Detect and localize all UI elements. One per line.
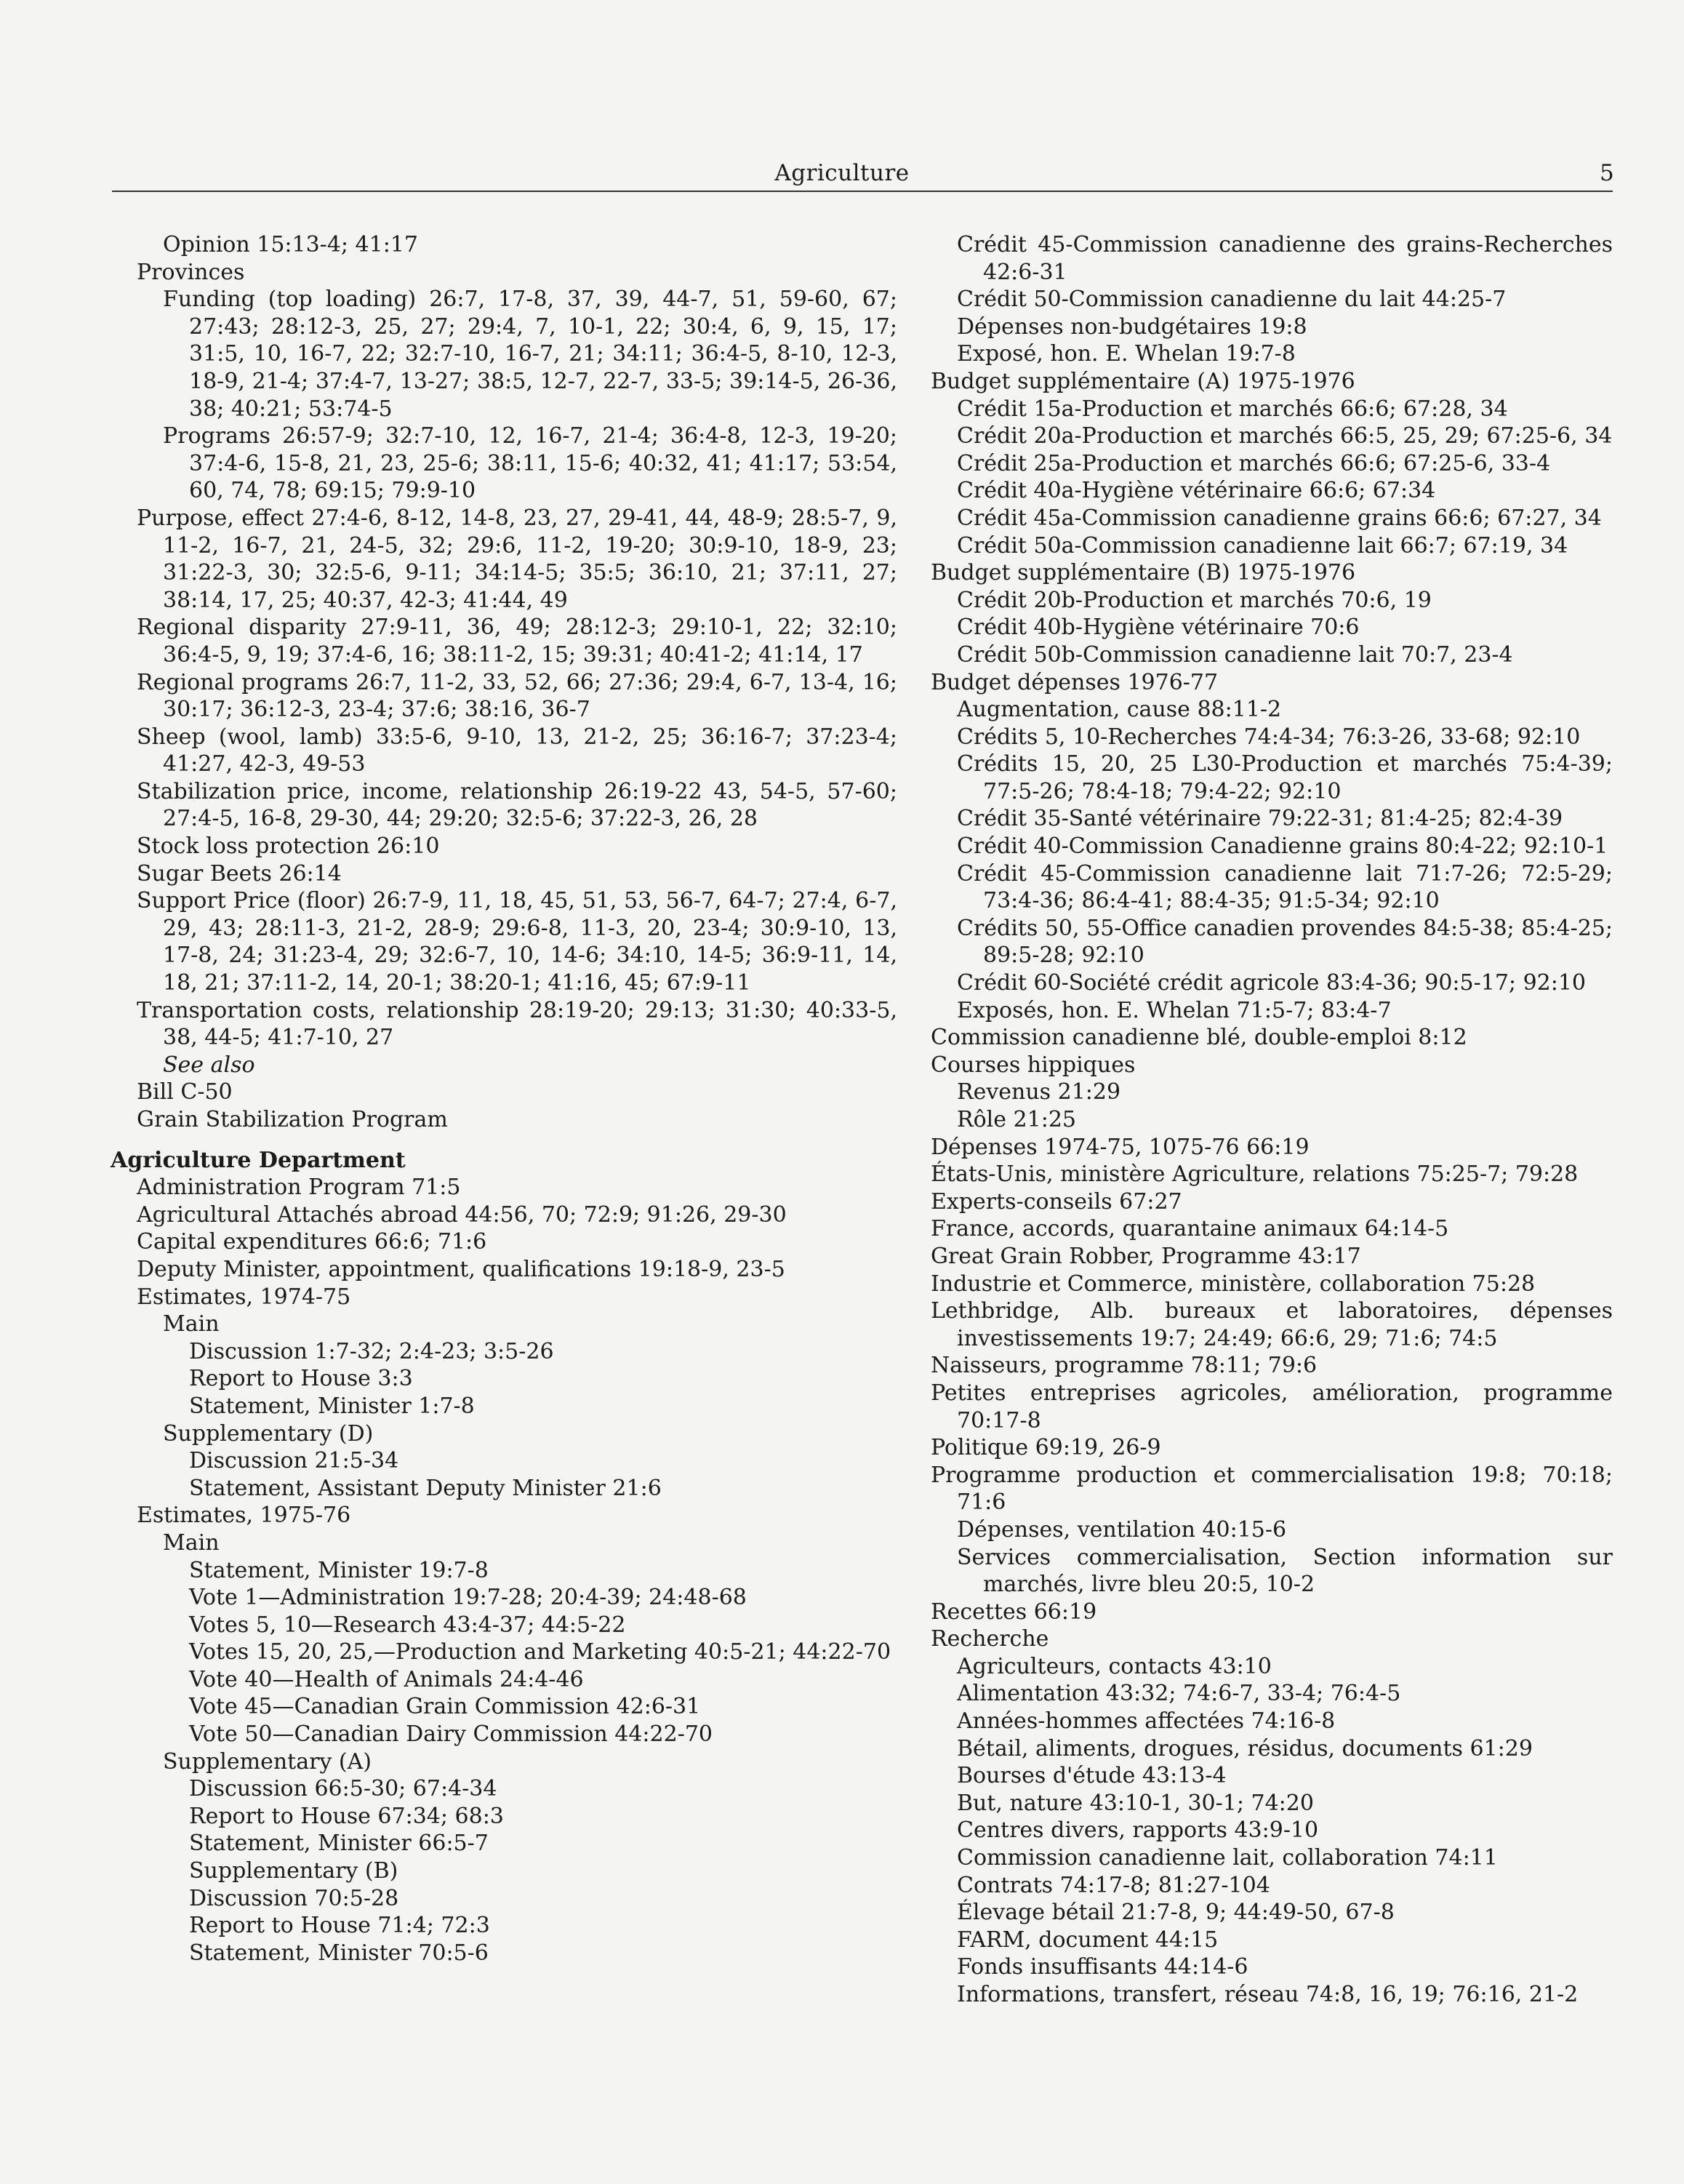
index-entry: Centres divers, rapports 43:9-10 <box>957 1817 1319 1844</box>
index-entry: Rôle 21:25 <box>957 1107 1076 1132</box>
index-entry: Commission canadienne lait, collaboration 74:11 <box>957 1845 1498 1871</box>
index-entry: Crédit 40-Commission Canadienne grains 80:4-22; 92:10-1 <box>957 833 1608 860</box>
index-entry: Discussion 70:5-28 <box>189 1885 399 1911</box>
index-entry: Élevage bétail 21:7-8, 9; 44:49-50, 67-8 <box>957 1900 1395 1926</box>
index-entry: Statement, Assistant Deputy Minister 21:6 <box>189 1475 662 1501</box>
index-entry: Stock loss protection 26:10 <box>137 833 440 860</box>
index-entry: Services commercialisation, Section information sur marchés, livre bleu 20:5, 10-2 <box>957 1544 1613 1598</box>
index-entry: Commission canadienne blé, double-emploi 8:12 <box>931 1025 1467 1051</box>
index-entry: Vote 50—Canadian Dairy Commission 44:22-70 <box>189 1721 713 1748</box>
index-entry: Crédits 15, 20, 25 L30-Production et marchés 75:4-39; 77:5-26; 78:4-18; 79:4-22; 92:10 <box>957 751 1613 804</box>
index-entry: France, accords, quarantaine animaux 64:14-5 <box>931 1216 1449 1242</box>
index-entry: Crédit 15a-Production et marchés 66:6; 67:28, 34 <box>957 396 1508 422</box>
index-entry: Dépenses non-budgétaires 19:8 <box>957 313 1307 340</box>
index-entry: Great Grain Robber, Programme 43:17 <box>931 1243 1361 1269</box>
running-header-title: Agriculture <box>774 160 910 186</box>
index-column-left <box>111 231 897 1967</box>
index-entry: Crédit 50b-Commission canadienne lait 70:7, 23-4 <box>957 641 1513 668</box>
index-entry: Crédit 45-Commission canadienne lait 71:7-26; 72:5-29; 73:4-36; 86:4-41; 88:4-35; 91:5-34; 92:10 <box>957 860 1613 914</box>
index-entry: Crédit 25a-Production et marchés 66:6; 67:25-6, 33-4 <box>957 450 1551 476</box>
index-entry: Main <box>163 1311 220 1337</box>
index-heading: Agriculture Department <box>111 1147 406 1173</box>
index-entry: Vote 45—Canadian Grain Commission 42:6-31 <box>189 1694 701 1720</box>
index-entry: Statement, Minister 66:5-7 <box>189 1831 489 1857</box>
index-entry: Provinces <box>137 259 245 285</box>
index-entry: Crédit 35-Santé vétérinaire 79:22-31; 81:4-25; 82:4-39 <box>957 806 1563 832</box>
page-number: 5 <box>1600 160 1614 186</box>
index-entry: Contrats 74:17-8; 81:27-104 <box>957 1872 1270 1898</box>
index-entry: Courses hippiques <box>931 1052 1136 1078</box>
index-entry: Sugar Beets 26:14 <box>137 860 342 887</box>
index-entry: Crédit 50a-Commission canadienne lait 66:7; 67:19, 34 <box>957 532 1568 559</box>
index-entry: Grain Stabilization Program <box>137 1107 448 1132</box>
index-entry: Programme production et commercialisation 19:8; 70:18; 71:6 <box>931 1462 1613 1516</box>
index-entry: Estimates, 1974-75 <box>137 1284 351 1310</box>
index-entry: Crédits 50, 55-Office canadien provendes 84:5-38; 85:4-25; 89:5-28; 92:10 <box>957 915 1613 969</box>
index-entry: Bill C-50 <box>137 1079 233 1105</box>
index-entry: Recettes 66:19 <box>931 1599 1097 1625</box>
index-entry: Exposé, hon. E. Whelan 19:7-8 <box>957 341 1296 367</box>
index-entry: Supplementary (D) <box>163 1420 374 1447</box>
index-entry: Vote 40—Health of Animals 24:4-46 <box>189 1666 584 1692</box>
index-entry: Discussion 1:7-32; 2:4-23; 3:5-26 <box>189 1338 554 1364</box>
header-rule <box>112 191 1613 192</box>
index-entry: Budget supplémentaire (B) 1975-1976 <box>931 560 1356 586</box>
index-entry: Vote 1—Administration 19:7-28; 20:4-39; 24:48-68 <box>189 1585 747 1611</box>
index-entry: Alimentation 43:32; 74:6-7, 33-4; 76:4-5 <box>957 1681 1401 1707</box>
index-entry: Crédit 40b-Hygiène vétérinaire 70:6 <box>957 615 1360 641</box>
index-entry: Supplementary (A) <box>163 1748 372 1775</box>
index-entry: Bourses d'étude 43:13-4 <box>957 1763 1227 1789</box>
index-entry: Recherche <box>931 1626 1049 1652</box>
index-entry: Informations, transfert, réseau 74:8, 16, 19; 76:16, 21-2 <box>957 1982 1579 2007</box>
index-entry: Programs 26:57-9; 32:7-10, 12, 16-7, 21-4; 36:4-8, 12-3, 19-20; 37:4-6, 15-8, 21, 23, 25-6; 38:11, 15-6; 40:32, 41; 41:17; 53:54, 60, 74, 78; 69:15; 79:9-10 <box>163 423 897 504</box>
index-entry: Statement, Minister 19:7-8 <box>189 1557 489 1583</box>
index-entry: Bétail, aliments, drogues, résidus, documents 61:29 <box>957 1735 1533 1761</box>
index-entry: Exposés, hon. E. Whelan 71:5-7; 83:4-7 <box>957 997 1392 1023</box>
index-entry: Regional programs 26:7, 11-2, 33, 52, 66; 27:36; 29:4, 6-7, 13-4, 16; 30:17; 36:12-3, 23-4; 37:6; 38:16, 36-7 <box>137 669 897 723</box>
index-entry: Dépenses, ventilation 40:15-6 <box>957 1516 1287 1543</box>
index-entry: Crédit 20a-Production et marchés 66:5, 25, 29; 67:25-6, 34 <box>957 423 1613 449</box>
index-entry: Opinion 15:13-4; 41:17 <box>163 232 419 257</box>
index-entry: Crédit 20b-Production et marchés 70:6, 19 <box>957 587 1432 613</box>
index-entry: Regional disparity 27:9-11, 36, 49; 28:12-3; 29:10-1, 22; 32:10; 36:4-5, 9, 19; 37:4-6, 16; 38:11-2, 15; 39:31; 40:41-2; 41:14, 17 <box>137 615 897 668</box>
index-entry: See also <box>163 1052 255 1078</box>
index-entry: Deputy Minister, appointment, qualifications 19:18-9, 23-5 <box>137 1256 785 1282</box>
index-entry: Industrie et Commerce, ministère, collaboration 75:28 <box>931 1271 1536 1297</box>
index-entry: États-Unis, ministère Agriculture, relations 75:25-7; 79:28 <box>931 1161 1579 1188</box>
index-entry: Petites entreprises agricoles, amélioration, programme 70:17-8 <box>931 1380 1613 1433</box>
index-entry: Experts-conseils 67:27 <box>931 1188 1182 1215</box>
index-entry: Discussion 66:5-30; 67:4-34 <box>189 1776 497 1802</box>
index-entry: Crédit 50-Commission canadienne du lait 44:25-7 <box>957 287 1507 313</box>
index-entry: FARM, document 44:15 <box>957 1927 1219 1953</box>
index-entry: Crédit 60-Société crédit agricole 83:4-36; 90:5-17; 92:10 <box>957 970 1587 996</box>
index-entry: Naisseurs, programme 78:11; 79:6 <box>931 1353 1318 1379</box>
index-entry: Estimates, 1975-76 <box>137 1503 351 1529</box>
index-entry: Fonds insuffisants 44:14-6 <box>957 1954 1248 1980</box>
index-entry: Report to House 3:3 <box>189 1366 413 1392</box>
index-entry: Dépenses 1974-75, 1075-76 66:19 <box>931 1134 1310 1160</box>
index-entry: Funding (top loading) 26:7, 17-8, 37, 39, 44-7, 51, 59-60, 67; 27:43; 28:12-3, 25, 27; 29:4, 7, 10-1, 22; 30:4, 6, 9, 15, 17; 31:5, 10, 16-7, 22; 32:7-10, 16-7, 21; 34:11; 36:4-5, 8-10, 12-3, 18-9, 21-4; 37:4-7, 13-27; 38:5, 12-7, 22-7, 33-5; 39:14-5, 26-36, 38; 40:21; 53:74-5 <box>163 287 897 422</box>
index-entry: Supplementary (B) <box>189 1858 398 1884</box>
index-entry: Crédit 45a-Commission canadienne grains 66:6; 67:27, 34 <box>957 505 1602 531</box>
index-entry: Purpose, effect 27:4-6, 8-12, 14-8, 23, 27, 29-41, 44, 48-9; 28:5-7, 9, 11-2, 16-7, 21, 24-5, 32; 29:6, 11-2, 19-20; 30:9-10, 18-9, 23; 31:22-3, 30; 32:5-6, 9-11; 34:14-5; 35:5; 36:10, 21; 37:11, 27; 38:14, 17, 25; 40:37, 42-3; 41:44, 49 <box>137 505 897 613</box>
index-entry: Revenus 21:29 <box>957 1079 1121 1105</box>
index-entry: Crédit 40a-Hygiène vétérinaire 66:6; 67:34 <box>957 478 1436 504</box>
index-entry: Votes 5, 10—Research 43:4-37; 44:5-22 <box>189 1612 626 1638</box>
index-entry: Administration Program 71:5 <box>137 1175 461 1201</box>
index-entry: Statement, Minister 70:5-6 <box>189 1940 489 1966</box>
index-entry: Statement, Minister 1:7-8 <box>189 1393 475 1419</box>
index-column-right <box>905 231 1613 2009</box>
index-entry: But, nature 43:10-1, 30-1; 74:20 <box>957 1790 1314 1816</box>
index-entry: Budget dépenses 1976-77 <box>931 669 1219 695</box>
index-entry: Années-hommes affectées 74:16-8 <box>957 1708 1336 1735</box>
index-entry: Votes 15, 20, 25,—Production and Marketing 40:5-21; 44:22-70 <box>189 1639 891 1665</box>
index-entry: Agricultural Attachés abroad 44:56, 70; 72:9; 91:26, 29-30 <box>137 1201 787 1228</box>
index-entry: Agriculteurs, contacts 43:10 <box>957 1653 1272 1679</box>
index-entry: Augmentation, cause 88:11-2 <box>957 697 1282 723</box>
index-entry: Report to House 71:4; 72:3 <box>189 1913 490 1939</box>
index-entry: Transportation costs, relationship 28:19-20; 29:13; 31:30; 40:33-5, 38, 44-5; 41:7-10, 27 <box>137 997 897 1051</box>
index-entry: Politique 69:19, 26-9 <box>931 1435 1161 1461</box>
index-entry: Discussion 21:5-34 <box>189 1448 399 1474</box>
index-entry: Budget supplémentaire (A) 1975-1976 <box>931 368 1355 394</box>
index-entry: Main <box>163 1529 220 1556</box>
index-entry: Stabilization price, income, relationship 26:19-22 43, 54-5, 57-60; 27:4-5, 16-8, 29-30, 44; 29:20; 32:5-6; 37:22-3, 26, 28 <box>137 778 897 832</box>
index-entry: Crédit 45-Commission canadienne des grains-Recherches 42:6-31 <box>957 232 1613 285</box>
index-entry: Lethbridge, Alb. bureaux et laboratoires, dépenses investissements 19:7; 24:49; 66:6, 29; 71:6; 74:5 <box>931 1298 1613 1351</box>
index-entry: Crédits 5, 10-Recherches 74:4-34; 76:3-26, 33-68; 92:10 <box>957 724 1581 750</box>
index-entry: Support Price (floor) 26:7-9, 11, 18, 45, 51, 53, 56-7, 64-7; 27:4, 6-7, 29, 43; 28:11-3, 21-2, 28-9; 29:6-8, 11-3, 20, 23-4; 30:9-10, 13, 17-8, 24; 31:23-4, 29; 32:6-7, 10, 14-6; 34:10, 14-5; 36:9-11, 14, 18, 21; 37:11-2, 14, 20-1; 38:20-1; 41:16, 45; 67:9-11 <box>137 888 897 996</box>
index-entry: Sheep (wool, lamb) 33:5-6, 9-10, 13, 21-2, 25; 36:16-7; 37:23-4; 41:27, 42-3, 49-53 <box>137 724 897 777</box>
index-entry: Capital expenditures 66:6; 71:6 <box>137 1229 487 1255</box>
index-entry: Report to House 67:34; 68:3 <box>189 1803 504 1829</box>
